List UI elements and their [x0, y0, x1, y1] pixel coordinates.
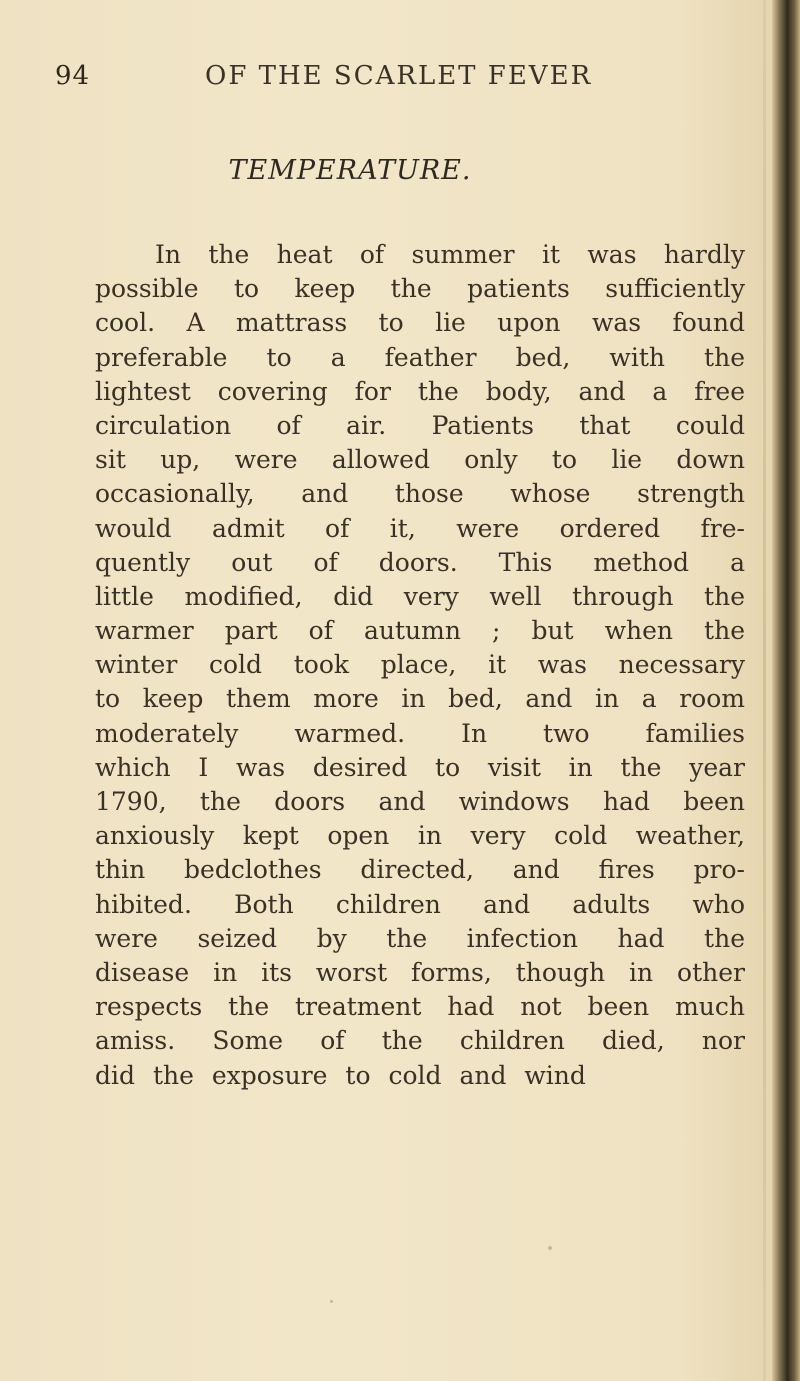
- text-line: quently out of doors. This method a: [95, 547, 745, 577]
- page-gutter-shadow: [763, 0, 766, 1381]
- text-line: little modified, did very well through the: [95, 581, 745, 611]
- paper-speck: [330, 1300, 333, 1303]
- text-line: In the heat of summer it was hardly: [155, 240, 745, 269]
- text-line: 1790, the doors and windows had been: [95, 787, 745, 816]
- section-title: [0, 155, 800, 186]
- text-line: occasionally, and those whose strength: [95, 479, 745, 509]
- running-title: OF THE SCARLET FEVER: [205, 61, 593, 91]
- page-number: 94: [55, 61, 91, 91]
- text-line: to keep them more in bed, and in a room: [95, 684, 745, 714]
- body-text: [95, 238, 745, 1093]
- text-line: winter cold took place, it was necessary: [95, 650, 745, 680]
- text-line: did the exposure to cold and wind: [95, 1060, 586, 1090]
- running-head: [45, 55, 665, 95]
- text-line: circulation of air. Patients that could: [95, 410, 745, 440]
- text-line: which I was desired to visit in the year: [95, 752, 745, 782]
- text-line: thin bedclothes directed, and fires pro-: [95, 855, 745, 885]
- text-line: preferable to a feather bed, with the: [95, 342, 745, 372]
- text-line: disease in its worst forms, though in other: [95, 957, 745, 987]
- text-line: would admit of it, were ordered fre-: [95, 513, 745, 543]
- text-line: lightest covering for the body, and a free: [95, 376, 745, 406]
- text-line: moderately warmed. In two families: [95, 718, 745, 748]
- text-line: possible to keep the patients sufficiently: [95, 274, 745, 304]
- text-line: cool. A mattrass to lie upon was found: [95, 308, 745, 338]
- section-title-text: TEMPERATURE.: [228, 155, 472, 186]
- paper-speck: [548, 1246, 552, 1250]
- text-line: were seized by the infection had the: [95, 923, 745, 953]
- text-line: respects the treatment had not been much: [95, 992, 745, 1022]
- facing-page-edge: [772, 0, 800, 1381]
- text-line: amiss. Some of the children died, nor: [95, 1026, 745, 1056]
- text-line: hibited. Both children and adults who: [95, 889, 745, 919]
- text-line: anxiously kept open in very cold weather,: [95, 821, 745, 851]
- text-line: sit up, were allowed only to lie down: [95, 445, 745, 475]
- text-line: warmer part of autumn ; but when the: [95, 616, 745, 646]
